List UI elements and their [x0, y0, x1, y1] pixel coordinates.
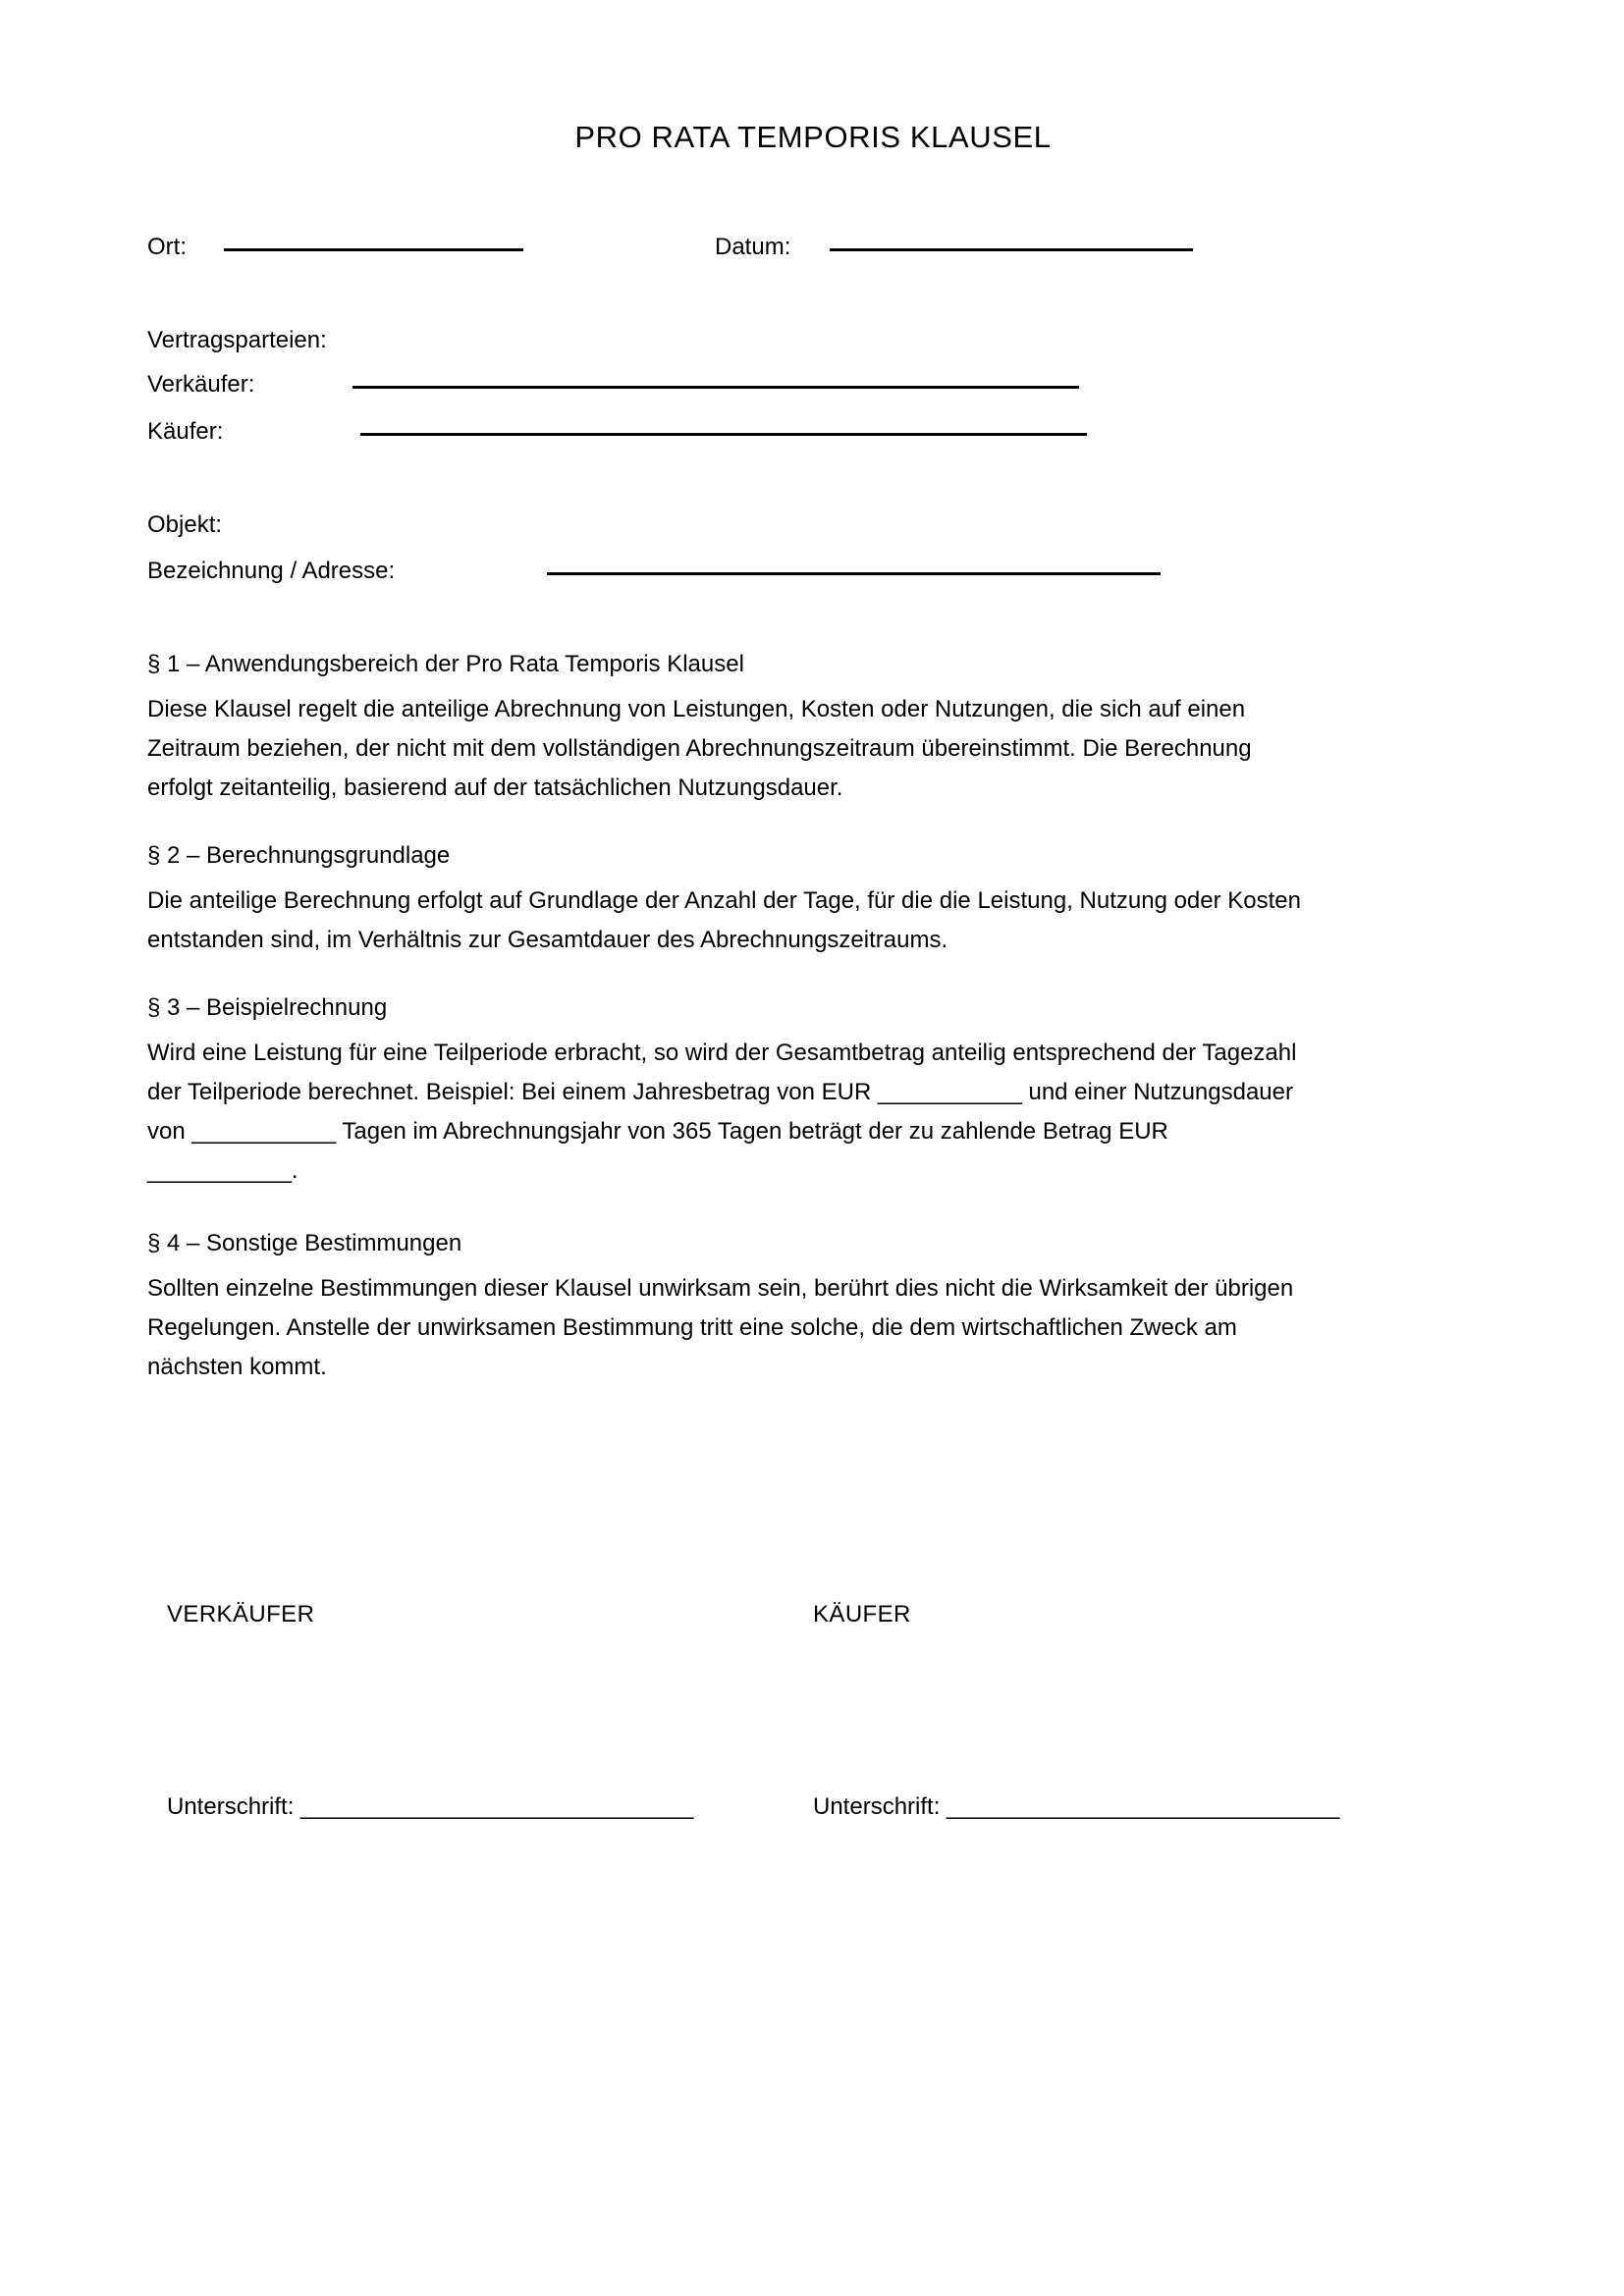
signature-heading-buyer: KÄUFER — [813, 1601, 911, 1628]
buyer-label: Käufer: — [147, 418, 224, 445]
section-1 — [147, 648, 1316, 808]
signature-line-buyer[interactable]: Unterschrift: ______________________________ — [813, 1793, 1340, 1820]
object-heading-row — [147, 508, 222, 542]
seller-input-rule[interactable] — [352, 386, 1079, 389]
section-4 — [147, 1227, 1316, 1387]
object-designation-input-rule[interactable] — [547, 572, 1161, 575]
section-4-heading: § 4 – Sonstige Bestimmungen — [147, 1230, 462, 1256]
object-heading: Objekt: — [147, 511, 223, 538]
section-2-body: Die anteilige Berechnung erfolgt auf Grundlage der Anzahl der Tage, für die die Leistung, Nutzung oder Kosten entstanden sind, im Verhältnis zur Gesamtdauer des Abrechnungszeitraums. — [147, 887, 1302, 953]
section-2-heading: § 2 – Berechnungsgrundlage — [147, 842, 451, 869]
signature-line-seller[interactable]: Unterschrift: ______________________________ — [167, 1793, 694, 1820]
section-3-heading: § 3 – Beispielrechnung — [147, 994, 388, 1021]
seller-label: Verkäufer: — [147, 371, 255, 398]
datum-label: Datum: — [715, 234, 791, 260]
section-3 — [147, 991, 1316, 1191]
section-1-body: Diese Klausel regelt die anteilige Abrechnung von Leistungen, Kosten oder Nutzungen, die sich auf einen Zeitraum beziehen, der nicht mit dem vollständigen Abrechnungszeitraum übereinstimmt. Die Berechnung erfolgt zeitanteilig, basierend auf der tatsächlichen Nutzungsdauer. — [147, 696, 1252, 801]
object-designation-label: Bezeichnung / Adresse: — [147, 558, 396, 584]
ort-input-rule[interactable] — [224, 248, 523, 251]
section-3-body: Wird eine Leistung für eine Teilperiode erbracht, so wird der Gesamtbetrag anteilig entsprechend der Tagezahl der Teilperiode berechnet. Beispiel: Bei einem Jahresbetrag von EUR ___________ und einer Nutzungsdauer von ___________ Tagen im Abrechnungsjahr von 365 Tagen beträgt der zu zahlende Betrag EUR ___________. — [147, 1040, 1297, 1184]
parties-heading: Vertragsparteien: — [147, 327, 327, 353]
signature-heading-seller: VERKÄUFER — [167, 1601, 315, 1628]
ort-label: Ort: — [147, 234, 187, 260]
datum-field-row — [715, 231, 1193, 264]
seller-field-row — [147, 368, 1079, 401]
section-2 — [147, 839, 1316, 960]
object-designation-row — [147, 555, 1161, 588]
document-sheet — [145, 0, 1481, 2296]
ort-field-row — [147, 231, 523, 264]
buyer-input-rule[interactable] — [360, 433, 1087, 436]
buyer-field-row — [147, 415, 1087, 449]
page-title: PRO RATA TEMPORIS KLAUSEL — [574, 120, 1052, 154]
section-4-body: Sollten einzelne Bestimmungen dieser Klausel unwirksam sein, berührt dies nicht die Wirksamkeit der übrigen Regelungen. Anstelle der unwirksamen Bestimmung tritt eine solche, die dem wirtschaftlichen Zweck am nächsten kommt. — [147, 1275, 1294, 1380]
parties-heading-row — [147, 324, 327, 357]
section-1-heading: § 1 – Anwendungsbereich der Pro Rata Temporis Klausel — [147, 651, 744, 677]
datum-input-rule[interactable] — [830, 248, 1193, 251]
